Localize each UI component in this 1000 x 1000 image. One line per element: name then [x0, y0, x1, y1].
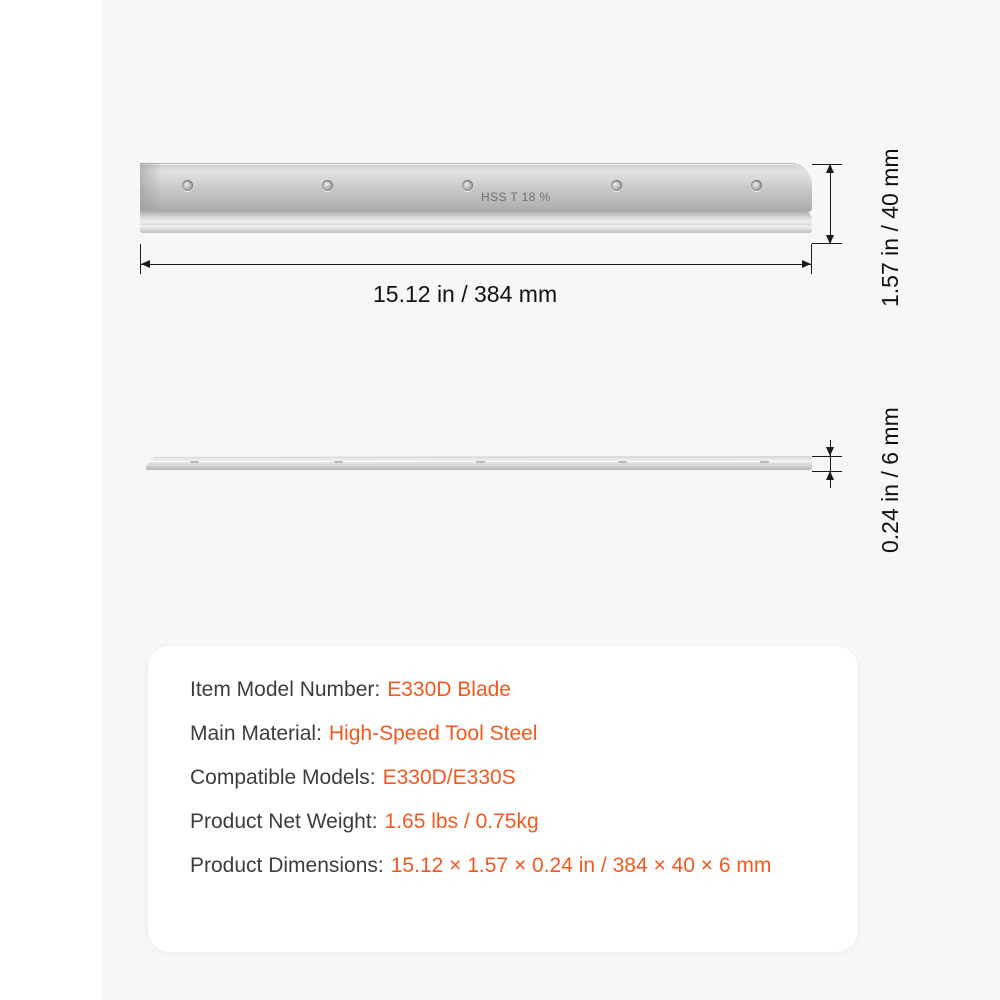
mounting-hole	[182, 180, 193, 191]
thickness-extension-top	[812, 456, 842, 457]
height-dimension-line	[830, 164, 831, 244]
length-dimension-line	[140, 264, 812, 265]
spec-row-dimensions	[190, 854, 834, 878]
height-dimension-label: 1.57 in / 40 mm	[877, 148, 903, 307]
thickness-dimension-label: 0.24 in / 6 mm	[877, 407, 903, 553]
spec-row-material	[190, 722, 834, 746]
spec-row-compatible-models	[190, 766, 834, 790]
spec-value: 15.12 × 1.57 × 0.24 in / 384 × 40 × 6 mm	[390, 854, 772, 877]
thickness-arrow-up-icon	[826, 471, 834, 480]
specification-list	[190, 678, 834, 898]
blade-side-view	[146, 452, 812, 474]
spec-label: Compatible Models:	[190, 766, 376, 789]
specification-card	[148, 646, 858, 952]
length-arrow-left-icon	[141, 260, 150, 268]
blade-front-view	[140, 163, 812, 243]
mounting-hole-side	[190, 461, 199, 463]
height-arrow-up-icon	[826, 164, 834, 173]
mounting-hole	[611, 180, 622, 191]
length-extension-right	[811, 244, 812, 274]
mounting-hole-side	[618, 461, 627, 463]
spec-value: E330D/E330S	[382, 766, 516, 789]
mounting-hole-side	[476, 461, 485, 463]
spec-label: Product Net Weight:	[190, 810, 378, 833]
mounting-hole	[751, 180, 762, 191]
height-arrow-down-icon	[826, 235, 834, 244]
spec-label: Product Dimensions:	[190, 854, 384, 877]
thickness-arrow-down-icon	[826, 447, 834, 456]
length-extension-left	[140, 244, 141, 274]
length-arrow-right-icon	[802, 260, 811, 268]
mounting-hole	[462, 180, 473, 191]
mounting-hole-side	[334, 461, 343, 463]
spec-row-model	[190, 678, 834, 702]
blade-cutting-edge	[140, 225, 812, 233]
spec-label: Main Material:	[190, 722, 322, 745]
blade-side-profile	[146, 456, 812, 470]
blade-bevel	[140, 210, 812, 226]
mounting-hole-side	[760, 461, 769, 463]
spec-row-net-weight	[190, 810, 834, 834]
spec-label: Item Model Number:	[190, 678, 381, 701]
blade-body	[140, 163, 812, 212]
blade-body-shading	[140, 163, 162, 211]
spec-value: 1.65 lbs / 0.75kg	[384, 810, 539, 833]
length-dimension-label: 15.12 in / 384 mm	[373, 281, 558, 307]
spec-value: E330D Blade	[387, 678, 511, 701]
spec-value: High-Speed Tool Steel	[328, 722, 538, 745]
blade-stamp-text: HSS T 18 %	[481, 190, 551, 204]
mounting-hole	[322, 180, 333, 191]
